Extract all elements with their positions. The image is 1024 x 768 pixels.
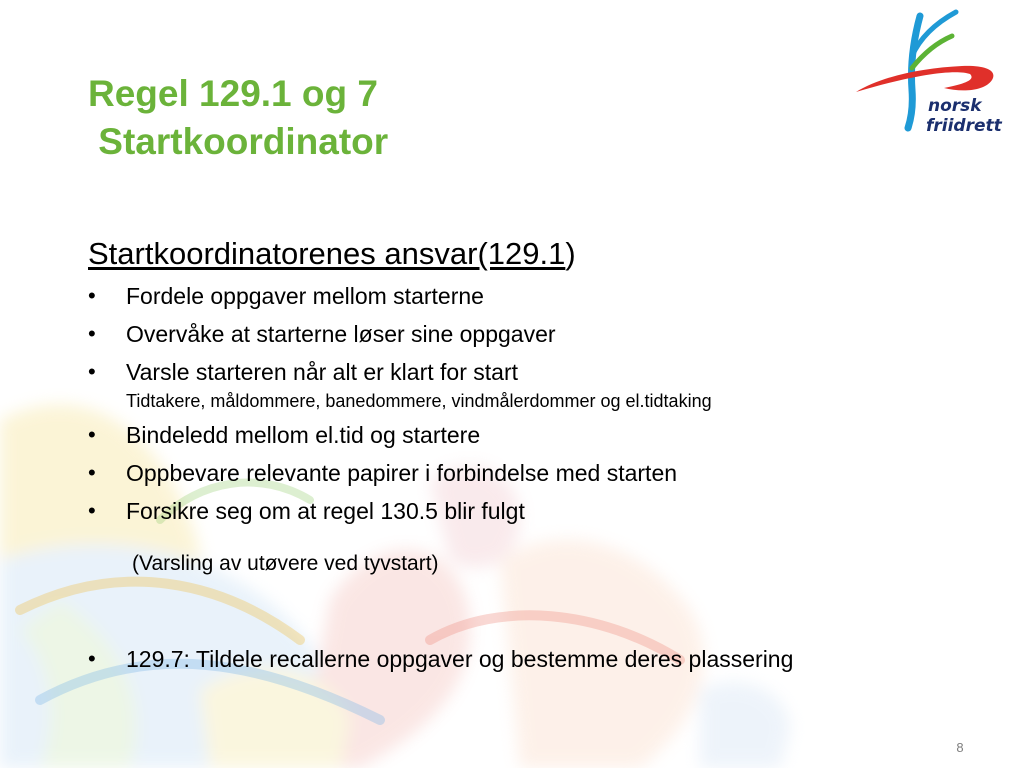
list-item	[88, 645, 968, 673]
list-item	[88, 459, 968, 487]
slide-title	[88, 70, 388, 166]
list-subitem-text: Tidtakere, måldommere, banedommere, vindmålerdommer og el.tidtaking	[126, 391, 712, 411]
logo-word-2: friidrett	[926, 116, 1002, 136]
list-item-text: Varsle starteren når alt er klart for start	[126, 359, 518, 385]
section-heading-underlined: Startkoordinatorenes ansvar(129.1	[88, 236, 566, 271]
bullet-icon: •	[88, 498, 96, 523]
list-item-text: Bindeledd mellom el.tid og startere	[126, 422, 481, 448]
page-number: 8	[956, 740, 964, 755]
list-item	[88, 421, 968, 449]
title-line-1: Regel 129.1 og 7	[88, 73, 378, 114]
slide-body	[88, 232, 968, 673]
list-item-text: Overvåke at starterne løser sine oppgaver	[126, 321, 556, 347]
bullet-icon: •	[88, 359, 96, 384]
responsibility-list	[88, 282, 968, 673]
list-item	[88, 282, 968, 310]
logo-word-1: norsk	[928, 96, 982, 116]
list-item-text: Fordele oppgaver mellom starterne	[126, 283, 484, 309]
list-note-text: (Varsling av utøvere ved tyvstart)	[132, 552, 439, 575]
list-item-text: Forsikre seg om at regel 130.5 blir fulgt	[126, 498, 525, 524]
list-item	[88, 358, 968, 386]
bullet-icon: •	[88, 283, 96, 308]
list-item	[88, 320, 968, 348]
list-subitem	[88, 388, 968, 414]
list-item	[88, 497, 968, 525]
bullet-icon: •	[88, 422, 96, 447]
norsk-friidrett-logo	[852, 8, 1024, 138]
section-heading-suffix: )	[565, 236, 576, 271]
list-item-text: Oppbevare relevante papirer i forbindelse med starten	[126, 460, 678, 486]
bullet-icon: •	[88, 646, 96, 671]
list-item-text: 129.7: Tildele recallerne oppgaver og bestemme deres plassering	[126, 646, 794, 672]
bullet-icon: •	[88, 321, 96, 346]
title-line-2: Startkoordinator	[88, 121, 389, 162]
section-heading	[88, 232, 968, 276]
list-note	[88, 549, 968, 579]
bullet-icon: •	[88, 460, 96, 485]
